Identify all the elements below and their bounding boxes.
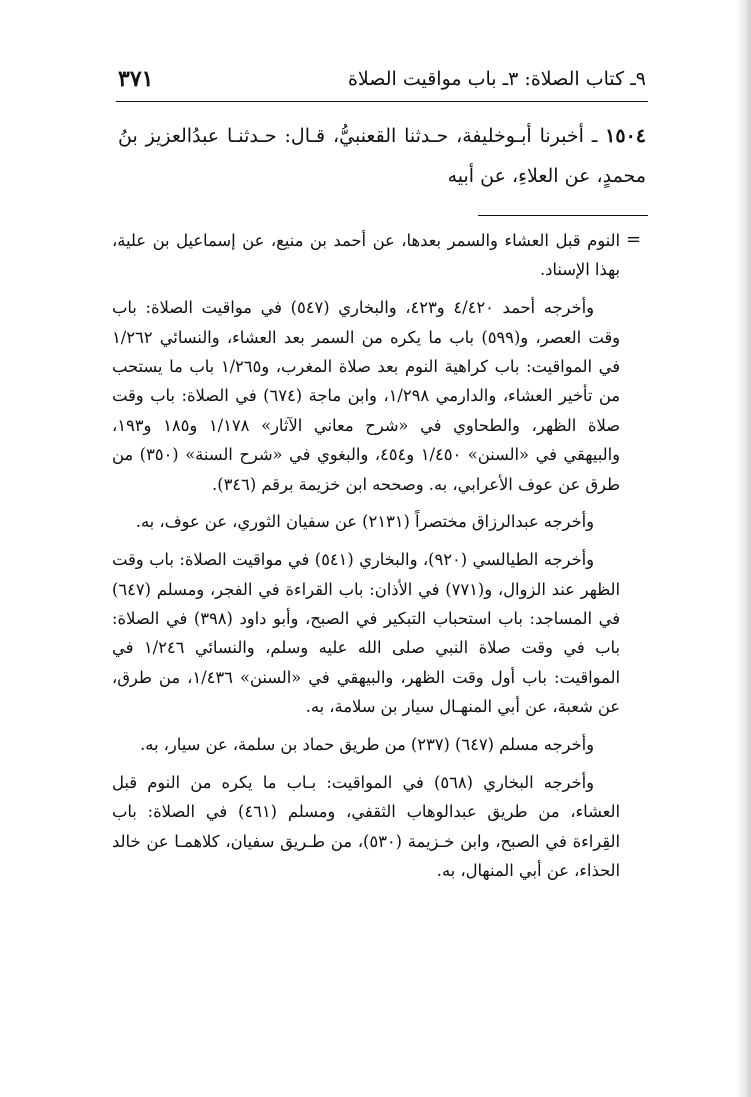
footnote-paragraph: النوم قبل العشاء والسمر بعدها، عن أحمد بن منيع، عن إسماعيل بن علية، بهذا الإسناد. [112, 231, 620, 280]
footnote-paragraph: وأخرجه البخاري (٥٦٨) في المواقيت: بـاب ما يكره من النوم قبل العشاء، من طريق عبدالوهاب الثقفي، ومسلم (٤٦١) في الصلاة: باب القِراءة في الصبح، وابن خـزيمة (٥٣٠)، من طـريق سفيان، كلاهمـا عن خالد الحذاء، عن أبي المنهال، به. [112, 772, 620, 881]
hadith-text [118, 116, 646, 196]
footnote-separator [478, 215, 648, 216]
running-header [118, 64, 646, 100]
hadith-body: ـ أخبرنا أبـوخليفة، حـدثنا القعنبيُّ، قـال: حـدثنـا عبدُالعزيز بنُ محمدٍ، عن العلاءِ، عن أبيه [118, 125, 646, 187]
footnote-paragraph: وأخرجه الطيالسي (٩٢٠)، والبخاري (٥٤١) في مواقيت الصلاة: باب وقت الظهر عند الزوال، و(٧٧١) في الأذان: باب القراءة في الفجر، ومسلم (٦٤٧) في المساجد: باب استحباب التبكير في الصبح، وأبو داود (٣٩٨) في الصلاة: باب في وقت صلاة النبي صلى الله عليه وسلم، والنسائي ١/٢٤٦ في المواقيت: باب أول وقت الظهر، والبيهقي في «السنن» ١/٤٣٦، من طرق، عن شعبة، عن أبي المنهـال سيار بن سلامة، به. [112, 550, 621, 717]
continuation-mark: = [626, 229, 642, 250]
footnote-paragraph: وأخرجه مسلم (٦٤٧) (٢٣٧) من طريق حماد بن سلمة، عن سيار، به. [140, 735, 594, 755]
footnote-paragraph: وأخرجه أحمد ٤/٤٢٠ و٤٢٣، والبخاري (٥٤٧) في مواقيت الصلاة: باب وقت العصر، و(٥٩٩) باب ما يكره من السمر بعد العشاء، والنسائي ١/٢٦٢ في المواقيت: باب كراهية النوم بعد صلاة المغرب، و١/٢٦٥ باب ما يستحب من تأخير العشاء، والدارمي ١/٢٩٨، وابن ماجة (٦٧٤) في الصلاة: باب وقت صلاة الظهر، والطحاوي في «شرح معاني الآثار» ١/١٧٨ و١٨٥ و١٩٣، والبيهقي في «السنن» ١/٤٥٠ و٤٥٤، والبغوي في «شرح السنة» (٣٥٠) من طرق عن عوف الأعرابي، به. وصححه ابن خزيمة برقم (٣٤٦). [112, 298, 620, 494]
header-title: ٩ـ كتاب الصلاة: ٣ـ باب مواقيت الصلاة [347, 68, 646, 90]
footnote-paragraph: وأخرجه عبدالرزاق مختصراً (٢١٣١) عن سفيان الثوري، عن عوف، به. [135, 512, 594, 532]
page-number: ٣٧١ [118, 66, 154, 92]
header-rule [116, 101, 648, 102]
footnotes [112, 226, 620, 894]
scan-edge-shadow [737, 0, 751, 1097]
hadith-number: ١٥٠٤ [605, 125, 646, 147]
